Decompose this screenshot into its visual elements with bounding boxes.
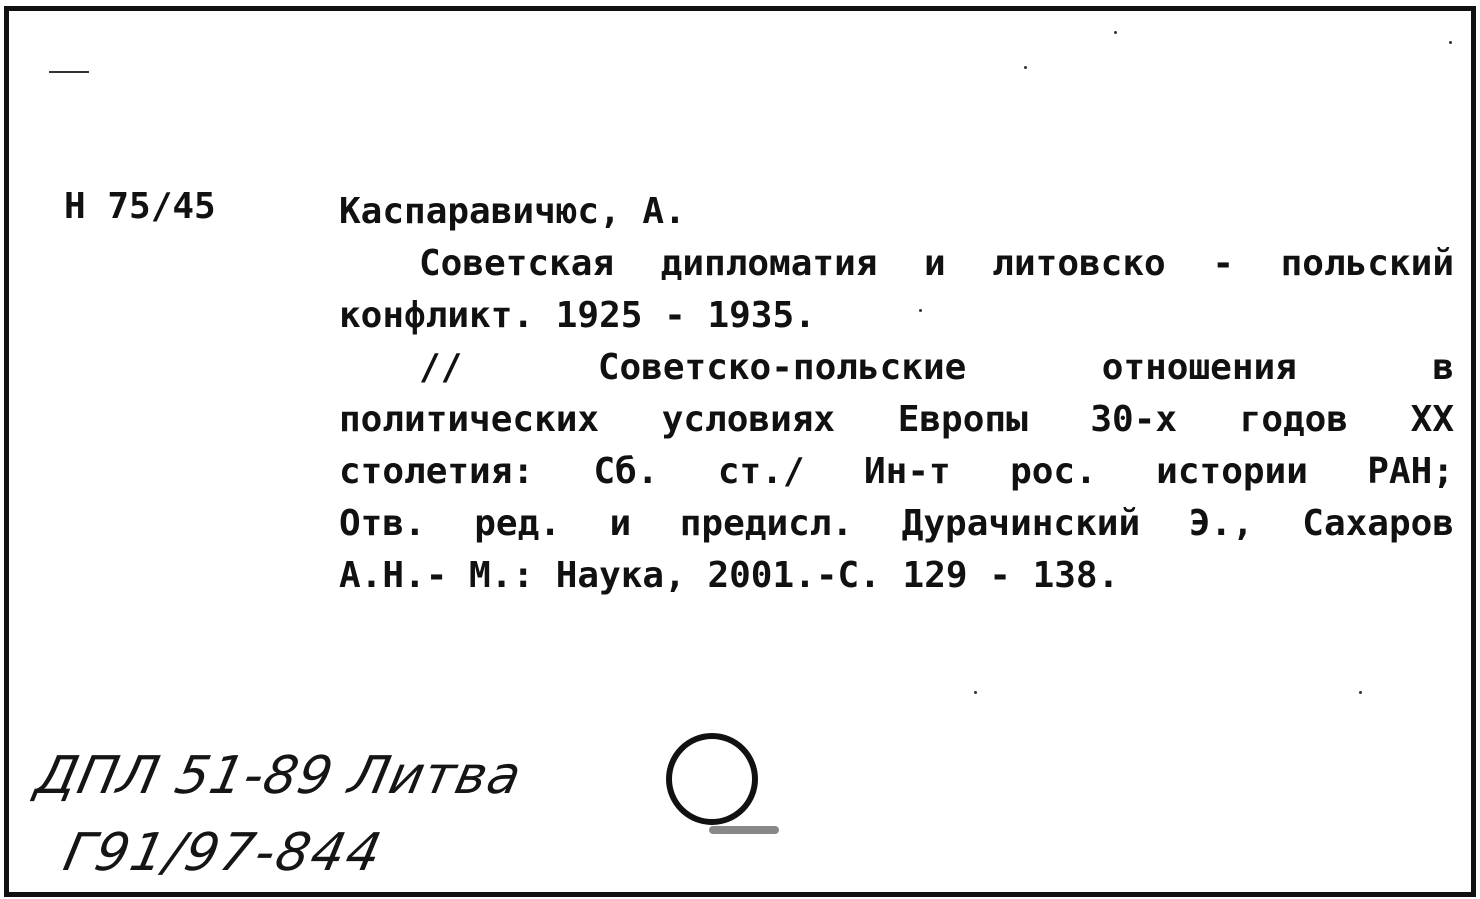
bibliographic-entry <box>339 186 1454 602</box>
scan-speck <box>1449 41 1452 44</box>
scan-speck <box>49 71 89 73</box>
source-line-2: политических условиях Европы 30-х годов XX <box>339 399 1454 440</box>
title-line-1: Советская дипломатия и литовско - польский <box>419 243 1454 284</box>
scan-speck <box>1114 31 1117 34</box>
source-line-1: // Советско-польские отношения в <box>419 347 1454 388</box>
handwritten-note-2: Г91/97-844 <box>58 823 389 883</box>
scan-speck <box>974 691 977 694</box>
source-line-3: столетия: Сб. ст./ Ин-т рос. истории РАН; <box>339 451 1454 492</box>
author-heading: Каспаравичюс, А. <box>339 191 686 232</box>
shelfmark: Н 75/45 <box>64 186 216 227</box>
punch-hole-icon <box>666 733 758 825</box>
scan-speck <box>919 309 922 312</box>
source-line-5: А.Н.- М.: Наука, 2001.-С. 129 - 138. <box>339 555 1120 596</box>
handwritten-note-1: ДПЛ 51-89 Литва <box>30 746 528 806</box>
source-line-4: Отв. ред. и предисл. Дурачинский Э., Сахаров <box>339 503 1454 544</box>
scan-speck <box>1024 66 1027 69</box>
scan-speck <box>1359 691 1362 694</box>
scan-speck <box>709 826 779 834</box>
title-line-2: конфликт. 1925 - 1935. <box>339 295 816 336</box>
catalog-card <box>4 6 1476 897</box>
